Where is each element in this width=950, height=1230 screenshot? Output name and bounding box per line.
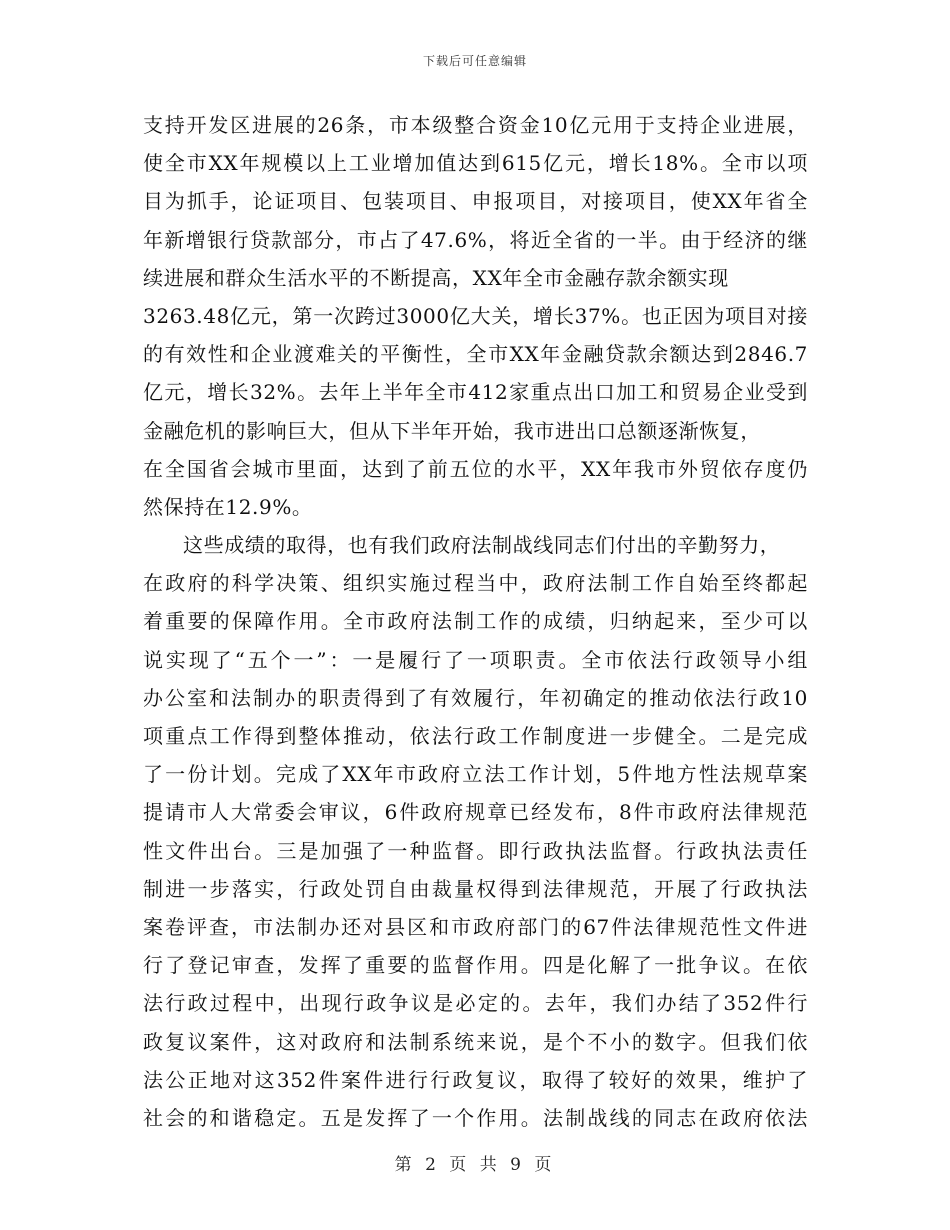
text-line: 然保持在12.9%。 (143, 494, 313, 519)
page-header: 下载后可任意编辑 (422, 54, 527, 68)
text-line: 制进一步落实，行政处罚自由裁量权得到法律规范，开展了行政执法 (143, 876, 808, 901)
text-line: 金融危机的影响巨大，但从下半年开始，我市进出口总额逐渐恢复， (143, 418, 761, 443)
text-line: 法行政过程中，出现行政争议是必定的。去年，我们办结了352件行 (143, 991, 808, 1016)
text-line: 年新增银行贷款部分，市占了47.6%，将近全省的一半。由于经济的继 (143, 227, 808, 252)
text-line: 3263.48亿元，第一次跨过3000亿大关，增长37%。也正因为项目对接 (143, 303, 808, 328)
text-line: 亿元，增长32%。去年上半年全市412家重点出口加工和贸易企业受到 (143, 380, 808, 405)
text-line: 说实现了“五个一”：一是履行了一项职责。全市依法行政领导小组 (143, 647, 808, 672)
text-line: 行了登记审查，发挥了重要的监督作用。四是化解了一批争议。在依 (143, 953, 808, 978)
text-line: 法公正地对这352件案件进行行政复议，取得了较好的效果，维护了 (143, 1067, 808, 1092)
text-line: 社会的和谐稳定。五是发挥了一个作用。法制战线的同志在政府依法 (143, 1105, 808, 1130)
text-line: 政复议案件，这对政府和法制系统来说，是个不小的数字。但我们依 (143, 1029, 808, 1054)
text-line: 提请市人大常委会审议，6件政府规章已经发布，8件市政府法律规范 (143, 800, 808, 825)
text-line: 续进展和群众生活水平的不断提高，XX年全市金融存款余额实现 (143, 265, 729, 290)
text-line: 了一份计划。完成了XX年市政府立法工作计划，5件地方性法规草案 (143, 762, 808, 787)
text-line: 支持开发区进展的26条，市本级整合资金10亿元用于支持企业进展， (143, 113, 808, 137)
text-line: 目为抓手，论证项目、包装项目、申报项目，对接项目，使XX年省全 (143, 189, 808, 214)
page-number: 第 2 页 共 9 页 (394, 1155, 556, 1175)
text-line: 使全市XX年规模以上工业增加值达到615亿元，增长18%。全市以项 (143, 151, 808, 176)
document-body (143, 106, 808, 1137)
text-line: 的有效性和企业渡难关的平衡性，全市XX年金融贷款余额达到2846.7 (143, 342, 808, 367)
text-line: 在全国省会城市里面，达到了前五位的水平，XX年我市外贸依存度仍 (143, 456, 808, 481)
text-line: 案卷评查，市法制办还对县区和市政府部门的67件法律规范性文件进 (143, 914, 808, 939)
paragraph-first-line: 这些成绩的取得，也有我们政府法制战线同志们付出的辛勤努力， (183, 533, 781, 558)
text-line: 性文件出台。三是加强了一种监督。即行政执法监督。行政执法责任 (143, 838, 808, 863)
text-line: 着重要的保障作用。全市政府法制工作的成绩，归纳起来，至少可以 (143, 609, 808, 634)
text-line: 在政府的科学决策、组织实施过程当中，政府法制工作自始至终都起 (143, 571, 808, 596)
text-line: 项重点工作得到整体推动，依法行政工作制度进一步健全。二是完成 (143, 724, 808, 748)
text-line: 办公室和法制办的职责得到了有效履行，年初确定的推动依法行政10 (143, 685, 808, 710)
